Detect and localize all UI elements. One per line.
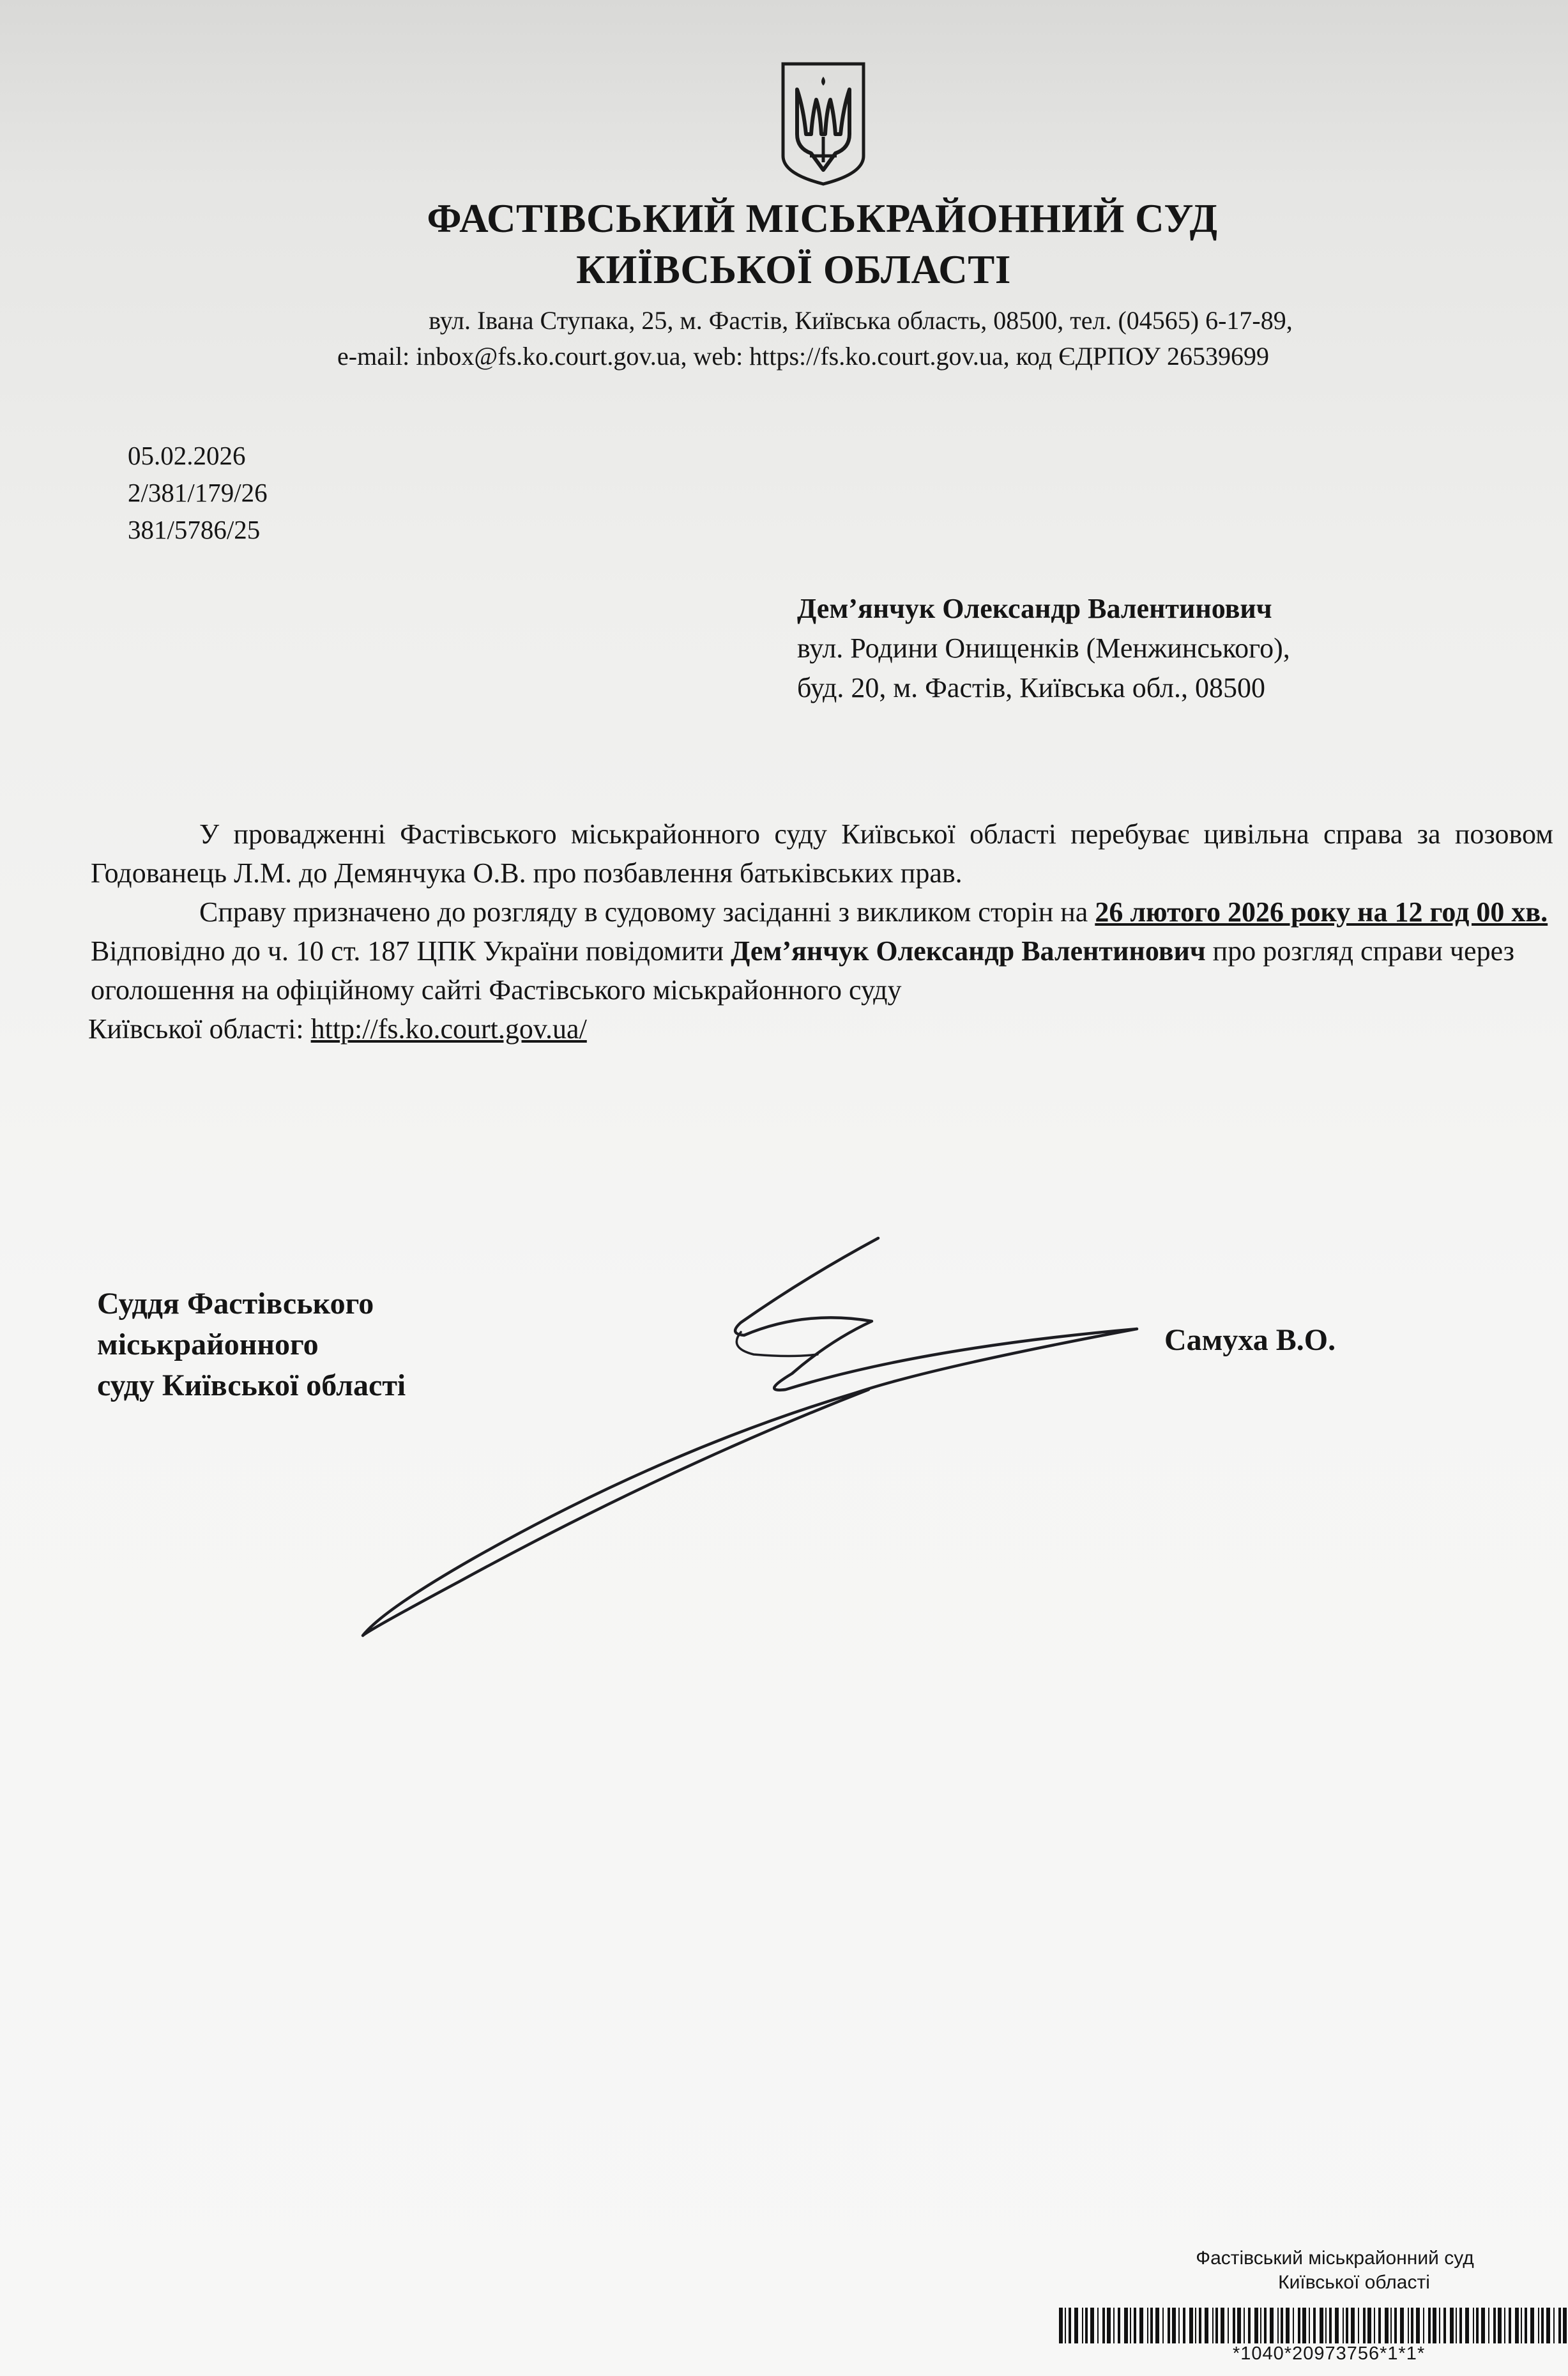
barcode-bar — [1082, 2308, 1083, 2343]
contact-address: вул. Івана Ступака, 25, м. Фастів, Київська область, 08500, тел. (04565) 6-17-89, — [429, 306, 1293, 335]
barcode-bar — [1233, 2308, 1235, 2343]
barcode-bar — [1189, 2308, 1193, 2343]
barcode-bar — [1281, 2308, 1283, 2343]
barcode-bar — [1428, 2308, 1431, 2343]
barcode-bar — [1525, 2308, 1527, 2343]
barcode-bar — [1335, 2308, 1339, 2343]
barcode-bar — [1260, 2308, 1261, 2343]
barcode-bar — [1113, 2308, 1115, 2343]
barcode-bar — [1244, 2308, 1245, 2343]
barcode-bar — [1411, 2308, 1413, 2343]
barcode-bar — [1130, 2308, 1131, 2343]
barcode-bar — [1221, 2308, 1224, 2343]
barcode-bar — [1553, 2308, 1555, 2343]
barcode-bar — [1215, 2308, 1218, 2343]
contact-email-web: e-mail: inbox@fs.ko.court.gov.ua, web: https://fs.ko.court.gov.ua, код ЄДРПОУ 26539699 — [337, 342, 1269, 371]
stamp-line1: Фастівський міськрайонний суд — [1196, 2248, 1474, 2269]
barcode-bar — [1488, 2308, 1489, 2343]
judge-name: Самуха В.О. — [1164, 1323, 1336, 1357]
barcode-bar — [1270, 2308, 1274, 2343]
barcode-bar — [1546, 2308, 1550, 2343]
barcode-bar — [1139, 2308, 1143, 2343]
barcode-bar — [1450, 2308, 1454, 2343]
barcode-bar — [1228, 2308, 1229, 2343]
barcode-bar — [1286, 2308, 1290, 2343]
barcode-bar — [1423, 2308, 1424, 2343]
barcode-bar — [1309, 2308, 1310, 2343]
barcode-bar — [1358, 2308, 1359, 2343]
handwritten-signature — [345, 1227, 1239, 1648]
stamp-line2: Київської області — [1278, 2272, 1430, 2293]
addressee-address-line2: буд. 20, м. Фастів, Київська обл., 08500 — [797, 672, 1265, 703]
barcode-bar — [1433, 2308, 1436, 2343]
judge-title-line3: суду Київської області — [97, 1368, 406, 1402]
barcode-bar — [1515, 2308, 1519, 2343]
barcode-bar — [1320, 2308, 1323, 2343]
barcode-bar — [1374, 2308, 1375, 2343]
barcode-bar — [1459, 2308, 1462, 2343]
barcode-bar — [1155, 2308, 1159, 2343]
paragraph-case-info: У провадженні Фастівського міськрайонного суду Київської області перебуває цивільна справа за позовом Годованець Л.М. до Демянчука О.В. про позбавлення батьківських прав. — [91, 818, 1553, 889]
barcode-bar — [1277, 2308, 1279, 2343]
hearing-date: 26 лютого 2026 року на 12 год 00 хв. — [1095, 896, 1548, 928]
barcode-bar — [1363, 2308, 1366, 2343]
barcode-bar — [1329, 2308, 1332, 2343]
addressee-block — [797, 589, 1290, 708]
barcode-bar — [1416, 2308, 1420, 2343]
barcode-bar — [1178, 2308, 1180, 2343]
barcode-bar — [1254, 2308, 1258, 2343]
barcode-bar — [1481, 2308, 1485, 2343]
barcode-bar — [1118, 2308, 1120, 2343]
notice-text: Відповідно до ч. 10 ст. 187 ЦПК України повідомити — [91, 935, 731, 967]
barcode-text: *1040*20973756*1*1* — [1233, 2343, 1426, 2364]
barcode-bar — [1346, 2308, 1348, 2343]
barcode-bar — [1408, 2308, 1409, 2343]
barcode-bar — [1400, 2308, 1404, 2343]
paragraph-link — [88, 1009, 1553, 1048]
barcode-bar — [1465, 2308, 1469, 2343]
barcode-bar — [1390, 2308, 1392, 2343]
barcode-bar — [1558, 2308, 1561, 2343]
barcode-bar — [1069, 2308, 1071, 2343]
barcode-bar — [1443, 2308, 1446, 2343]
document-date: 05.02.2026 — [128, 441, 246, 470]
barcode-bar — [1162, 2308, 1164, 2343]
letter-body — [88, 815, 1553, 1048]
barcode-bar — [1302, 2308, 1306, 2343]
barcode-bar — [1530, 2308, 1534, 2343]
barcode-bar — [1504, 2308, 1505, 2343]
barcode-bar — [1394, 2308, 1397, 2343]
barcode-bar — [1065, 2308, 1066, 2343]
barcode-bar — [1147, 2308, 1148, 2343]
barcode-bar — [1172, 2308, 1176, 2343]
barcode-bar — [1097, 2308, 1099, 2343]
barcode-bar — [1538, 2308, 1539, 2343]
barcode-bar — [1385, 2308, 1389, 2343]
paragraph-notice — [91, 931, 1541, 1009]
barcode-bar — [1509, 2308, 1511, 2343]
barcode-bar — [1074, 2308, 1078, 2343]
barcode-bar — [1493, 2308, 1496, 2343]
barcode-bar — [1456, 2308, 1457, 2343]
barcode-bar — [1150, 2308, 1153, 2343]
case-number: 381/5786/25 — [128, 515, 261, 544]
barcode-bar — [1298, 2308, 1300, 2343]
barcode-bar — [1378, 2308, 1381, 2343]
document-meta — [128, 437, 268, 548]
outgoing-number: 2/381/179/26 — [128, 478, 268, 507]
barcode-bar — [1237, 2308, 1241, 2343]
barcode-bar — [1085, 2308, 1088, 2343]
judge-title-line2: міськрайонного — [97, 1328, 319, 1361]
barcode-bar — [1212, 2308, 1214, 2343]
barcode-bar — [1563, 2308, 1567, 2343]
court-title-line2: КИЇВСЬКОЇ ОБЛАСТІ — [576, 247, 1011, 292]
barcode-bar — [1473, 2308, 1474, 2343]
barcode-bar — [1325, 2308, 1327, 2343]
barcode-bar — [1168, 2308, 1170, 2343]
link-prefix: Київської області: — [88, 1013, 311, 1045]
barcode-bar — [1476, 2308, 1479, 2343]
barcode-bar — [1439, 2308, 1440, 2343]
barcode-bar — [1313, 2308, 1316, 2343]
barcode-bar — [1102, 2308, 1105, 2343]
barcode-bar — [1367, 2308, 1371, 2343]
judge-title-line1: Суддя Фастівського — [97, 1287, 374, 1321]
ukraine-trident-emblem — [778, 60, 869, 187]
hearing-text: Справу призначено до розгляду в судовому засіданні з викликом сторін на — [199, 896, 1095, 928]
addressee-address-line1: вул. Родини Онищенків (Менжинського), — [797, 632, 1290, 664]
addressee-name: Дем’янчук Олександр Валентинович — [797, 593, 1272, 624]
court-contacts — [0, 303, 1568, 374]
barcode-bar — [1351, 2308, 1355, 2343]
barcode-bar — [1541, 2308, 1544, 2343]
barcode-bar — [1107, 2308, 1111, 2343]
court-stamp — [1150, 2246, 1520, 2295]
notice-suffix: про розгляд справи через оголошення на офіційному сайті Фастівського міськрайонного суду — [91, 935, 1515, 1006]
barcode-bar — [1134, 2308, 1136, 2343]
barcode-bar — [1248, 2308, 1251, 2343]
notice-name: Дем’янчук Олександр Валентинович — [731, 935, 1206, 967]
barcode-bar — [1059, 2308, 1063, 2343]
barcode-bar — [1264, 2308, 1267, 2343]
court-title — [0, 193, 1568, 295]
barcode-bar — [1498, 2308, 1502, 2343]
barcode-bar — [1205, 2308, 1208, 2343]
barcode-bar — [1195, 2308, 1196, 2343]
barcode-bar — [1124, 2308, 1128, 2343]
barcode-bar — [1090, 2308, 1094, 2343]
barcode-bar — [1343, 2308, 1344, 2343]
barcode — [1058, 2308, 1568, 2343]
barcode-bar — [1199, 2308, 1201, 2343]
paragraph-hearing — [91, 893, 1553, 931]
barcode-bar — [1293, 2308, 1294, 2343]
barcode-bar — [1521, 2308, 1522, 2343]
barcode-bar — [1183, 2308, 1185, 2343]
court-website-link[interactable]: http://fs.ko.court.gov.ua/ — [310, 1013, 587, 1045]
court-title-line1: ФАСТІВСЬКИЙ МІСЬКРАЙОННИЙ СУД — [427, 196, 1218, 241]
